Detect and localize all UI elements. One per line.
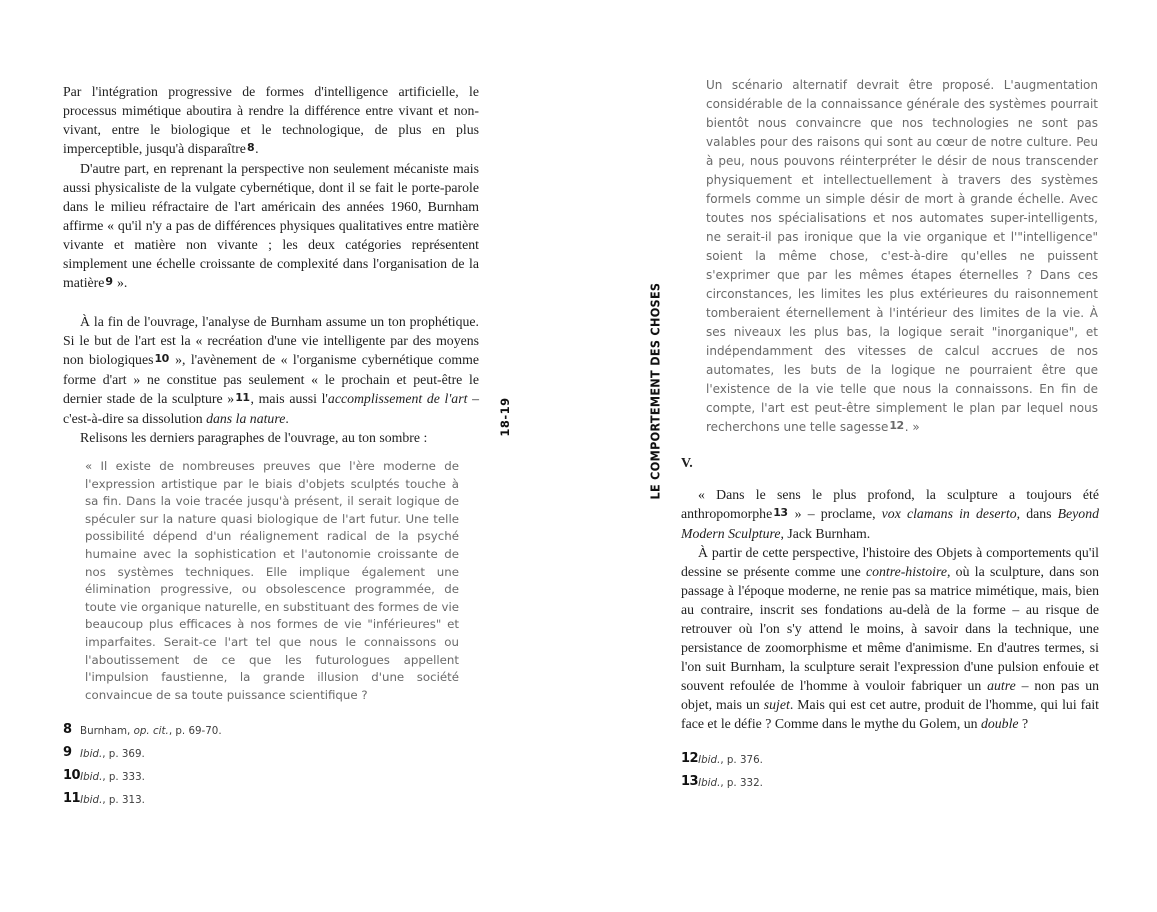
footnote-item: [63, 769, 479, 784]
right-page: [681, 76, 1099, 798]
left-page: [63, 82, 479, 815]
paragraph: Par l'intégration progressive de formes d'intelligence artificielle, le processus mimétique aboutira à rendre la différence entre vivant et non-vivant, entre le biologique et le technologique, de plus en plus imperceptible, jusqu'à disparaître8.: [63, 84, 479, 156]
block-quote: Un scénario alternatif devrait être proposé. L'augmentation considérable de la connaissance générale des systèmes pourrait bientôt nous convaincre que nos technologies ne sont pas valables pour des raisons qui sont au cœur de notre culture. Peu à peu, nous pouvons réinterpréter le désir de nous transcender physiquement et intellectuellement à travers des systèmes formels comme un simple désir de mort à grande échelle. Avec toutes nos spécialisations et nos automates super-intelligents, ne serait-il pas ironique que la vie organique et l'"intelligence" soient la même chose, c'est-à-dire qu'elles ne puissent s'exprimer que par les mêmes étapes éternelles ? Dans ces circonstances, les limites les plus extérieures du raisonnement tomberaient éternellement à l'intérieur des limites de la vie. À ses niveaux les plus bas, la logique serait "inorganique", et indépendamment des vitesses de calcul accrues de nos automates, les buts de la logique ne pourraient être que l'existence de la vie telle que nous la connaissons. En fin de compte, l'art est peut-être simplement le plan par lequel nous recherchons une telle sagesse12. »: [706, 78, 1098, 434]
footnote-number: 13: [681, 774, 699, 789]
footnote-text: Ibid., p. 332.: [698, 777, 763, 789]
running-title: LE COMPORTEMENT DES CHOSES: [647, 282, 663, 500]
footnote-number: 9: [63, 745, 72, 761]
paragraph: D'autre part, en reprenant la perspective non seulement mécaniste mais aussi physicaliste de la vulgate cybernétique, dont il se fait le porte-parole dans le milieu réfractaire de l'art américain des années 1960, Burnham affirme « qu'il n'y a pas de différences physiques qualitatives entre matière vivante et matière non vivante ; les deux catégories représentent simplement une échelle croissante de complexité dans l'organisation de la matière9 ».: [63, 161, 479, 290]
footnote-item: [63, 746, 479, 761]
paragraph: « Dans le sens le plus profond, la sculpture a toujours été anthropomorphe13 » – proclame, vox clamans in deserto, dans Beyond Modern Sculpture, Jack Burnham.: [681, 487, 1099, 541]
section-heading: V.: [681, 456, 693, 471]
footnote-item: [63, 723, 479, 738]
footnote-text: Ibid., p. 333.: [80, 771, 145, 784]
footnote-item: [681, 775, 1099, 790]
paragraph: À partir de cette perspective, l'histoire des Objets à comportements qu'il dessine se présente comme une contre-histoire, où la sculpture, dans son passage à l'époque moderne, ne renie pas sa matrice mimétique, mais, bien au contraire, inscrit ses fondations au-delà de la forme – au risque de retrouver où l'on s'y attend le moins, à savoir dans la technique, une persistance de zoomorphisme et même d'animisme. En d'autres termes, si l'on suit Burnham, la sculpture serait l'expression d'une pulsion enfouie et souvent refoulée de l'homme à vouloir fabriquer un autre – non pas un objet, mais un sujet. Mais qui est cet autre, produit de l'homme, qui lui fait face et le défie ? Comme dans le mythe du Golem, un double ?: [681, 545, 1099, 731]
footnote-list: [681, 752, 1099, 790]
footnote-number: 11: [63, 791, 81, 807]
paragraph: À la fin de l'ouvrage, l'analyse de Burnham assume un ton prophétique. Si le but de l'art est la « recréation d'une vie intelligente par des moyens non biologiques10 », l'avènement de « l'organisme cybernétique comme forme d'art » ne constitue pas seulement « le prochain et peut-être le dernier stade de la sculpture »11, mais aussi l'accomplissement de l'art – c'est-à-dire sa dissolution dans la nature.: [63, 314, 479, 426]
footnote-item: [63, 792, 479, 807]
footnote-number: 8: [63, 722, 72, 738]
footnote-item: [681, 752, 1099, 767]
footnote-text: Burnham, op. cit., p. 69-70.: [80, 725, 222, 738]
block-quote: « Il existe de nombreuses preuves que l'ère moderne de l'expression artistique par le biais d'objets sculptés touche à sa fin. Dans la voie tracée jusqu'à présent, il serait logique de spéculer sur la nature quasi biologique de l'art futur. Une telle possibilité dépend d'un réalignement radical de la psyché humaine avec la sophistication et l'autonomie croissante de nos systèmes techniques. Elle implique également une élimination progressive, ou obsolescence programmée, de toute vie organique naturelle, en substituant des formes de vie beaucoup plus efficaces à nos formes de vie "inférieures" et imparfaites. Serait-ce l'art tel que nous le connaissons ou l'aboutissement de ce que les futurologues appellent l'impulsion faustienne, la grande illusion d'une société convaincue de sa toute puissance scientifique ?: [85, 459, 459, 702]
footnote-text: Ibid., p. 313.: [80, 794, 145, 807]
footnote-number: 12: [681, 751, 699, 766]
footnote-list: [63, 723, 479, 807]
footnote-number: 10: [63, 768, 81, 784]
paragraph: Relisons les derniers paragraphes de l'ouvrage, au ton sombre :: [80, 430, 428, 445]
footnote-text: Ibid., p. 369.: [80, 748, 145, 761]
footnote-text: Ibid., p. 376.: [698, 754, 763, 766]
page-number: 18-19: [498, 397, 512, 437]
